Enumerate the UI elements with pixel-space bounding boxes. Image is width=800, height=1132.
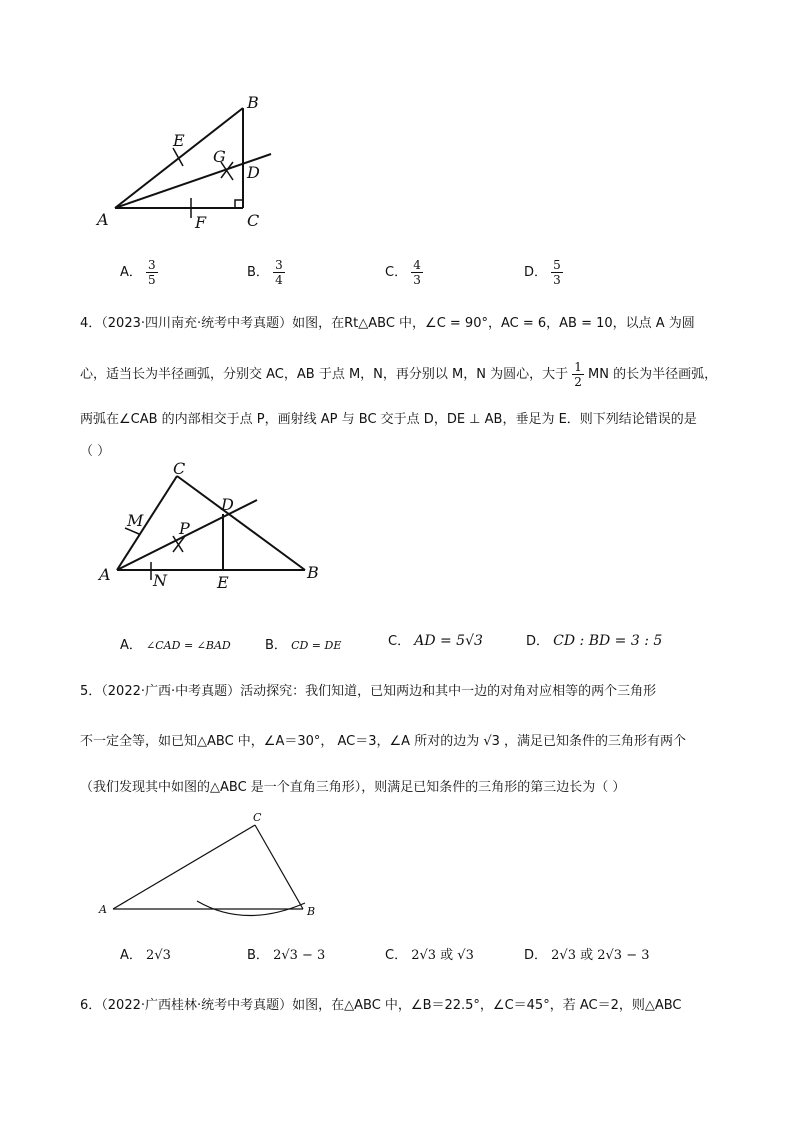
q4-line-2 xyxy=(80,360,717,389)
option-letter: B． xyxy=(247,948,269,963)
option-text: AD = 5√3 xyxy=(414,633,483,649)
segment-cb xyxy=(177,476,305,570)
option-letter: D． xyxy=(526,634,550,649)
q4-line-2-b: MN 的长为半径画弧， xyxy=(588,367,718,382)
q4-line-2-a: 心，适当长为半径画弧，分别交 AC，AB 于点 M，N，再分别以 M，N 为圆心，大于 xyxy=(80,367,569,382)
option-text: 2√3 − 3 xyxy=(273,948,326,963)
q4-option-d[interactable] xyxy=(526,630,662,649)
label-b: B xyxy=(247,93,259,112)
q5-line-3: （我们发现其中如图的△ABC 是一个直角三角形），则满足已知条件的三角形的第三边长为（ ） xyxy=(80,780,626,795)
q3-option-a[interactable] xyxy=(120,258,158,287)
label-c: C xyxy=(253,811,262,824)
q4-line-1: 4．（2023·四川南充·统考中考真题）如图，在Rt△ABC 中，∠C = 90°，AC = 6，AB = 10，以点 A 为圆 xyxy=(80,316,695,331)
q4-option-a[interactable] xyxy=(120,634,231,653)
option-letter: C． xyxy=(385,948,408,963)
label-b: B xyxy=(307,563,319,582)
option-fraction: $\frac{3}{4}$ xyxy=(275,258,283,287)
segment-ac xyxy=(113,825,255,909)
label-c: C xyxy=(173,460,186,478)
option-text: 2√3 xyxy=(146,948,171,963)
label-a: A xyxy=(97,210,109,229)
q5-option-a[interactable] xyxy=(120,944,171,963)
label-n: N xyxy=(153,571,167,590)
q3-option-b[interactable] xyxy=(247,258,285,287)
option-text: 2√3 或 √3 xyxy=(411,948,474,963)
label-g: G xyxy=(213,147,226,166)
label-b: B xyxy=(307,905,316,918)
right-angle-mark xyxy=(235,200,243,208)
segment-cb xyxy=(255,825,303,909)
option-fraction: $\frac{5}{3}$ xyxy=(553,258,561,287)
q5-option-c[interactable] xyxy=(385,944,474,963)
q5-line-1: 5．（2022·广西·中考真题）活动探究：我们知道，已知两边和其中一边的对角对应相等的两个三角形 xyxy=(80,684,657,699)
q3-option-c[interactable] xyxy=(385,258,423,287)
figure-q4-triangle xyxy=(95,460,335,600)
q4-line-4: （ ） xyxy=(80,444,111,459)
label-e: E xyxy=(173,131,185,150)
q6-line-1: 6．（2022·广西桂林·统考中考真题）如图，在△ABC 中，∠B＝22.5°，∠C＝45°，若 AC＝2，则△ABC xyxy=(80,998,682,1013)
q5-line-2: 不一定全等，如已知△ABC 中，∠A＝30°， AC＝3，∠A 所对的边为 √3 ，满足已知条件的三角形有两个 xyxy=(80,734,687,749)
label-a: A xyxy=(99,903,107,916)
label-d: D xyxy=(221,495,234,514)
label-c: C xyxy=(247,211,260,230)
option-letter: A． xyxy=(120,265,142,280)
q5-option-b[interactable] xyxy=(247,944,325,963)
q4-fraction: $\frac{1}{2}$ xyxy=(574,360,582,389)
q3-option-d[interactable] xyxy=(524,258,563,287)
label-m: M xyxy=(127,511,144,530)
option-letter: B． xyxy=(247,265,269,280)
option-letter: A． xyxy=(120,638,142,653)
option-letter: B． xyxy=(265,638,287,653)
option-text: 2√3 或 2√3 − 3 xyxy=(551,948,650,963)
option-letter: C． xyxy=(388,634,411,649)
option-fraction: $\frac{4}{3}$ xyxy=(413,258,421,287)
option-letter: C． xyxy=(385,265,408,280)
option-letter: D． xyxy=(524,948,548,963)
option-letter: D． xyxy=(524,265,548,280)
option-text: CD : BD = 3 : 5 xyxy=(553,633,663,649)
label-e: E xyxy=(217,573,229,592)
figure-q3-triangle xyxy=(95,90,295,240)
figure-q5-triangle xyxy=(95,805,335,930)
option-text: ∠CAD = ∠BAD xyxy=(146,639,231,652)
option-text: CD = DE xyxy=(291,639,342,652)
label-f: F xyxy=(195,213,207,232)
option-fraction: $\frac{3}{5}$ xyxy=(148,258,156,287)
arc xyxy=(197,901,305,916)
q4-line-3: 两弧在∠CAB 的内部相交于点 P，画射线 AP 与 BC 交于点 D，DE ⊥ AB，垂足为 E．则下列结论错误的是 xyxy=(80,412,697,427)
q4-option-c[interactable] xyxy=(388,630,483,649)
q5-option-d[interactable] xyxy=(524,944,650,963)
q4-option-b[interactable] xyxy=(265,634,341,653)
label-p: P xyxy=(179,519,190,538)
label-d: D xyxy=(247,163,260,182)
option-letter: A． xyxy=(120,948,142,963)
label-a: A xyxy=(99,565,111,584)
